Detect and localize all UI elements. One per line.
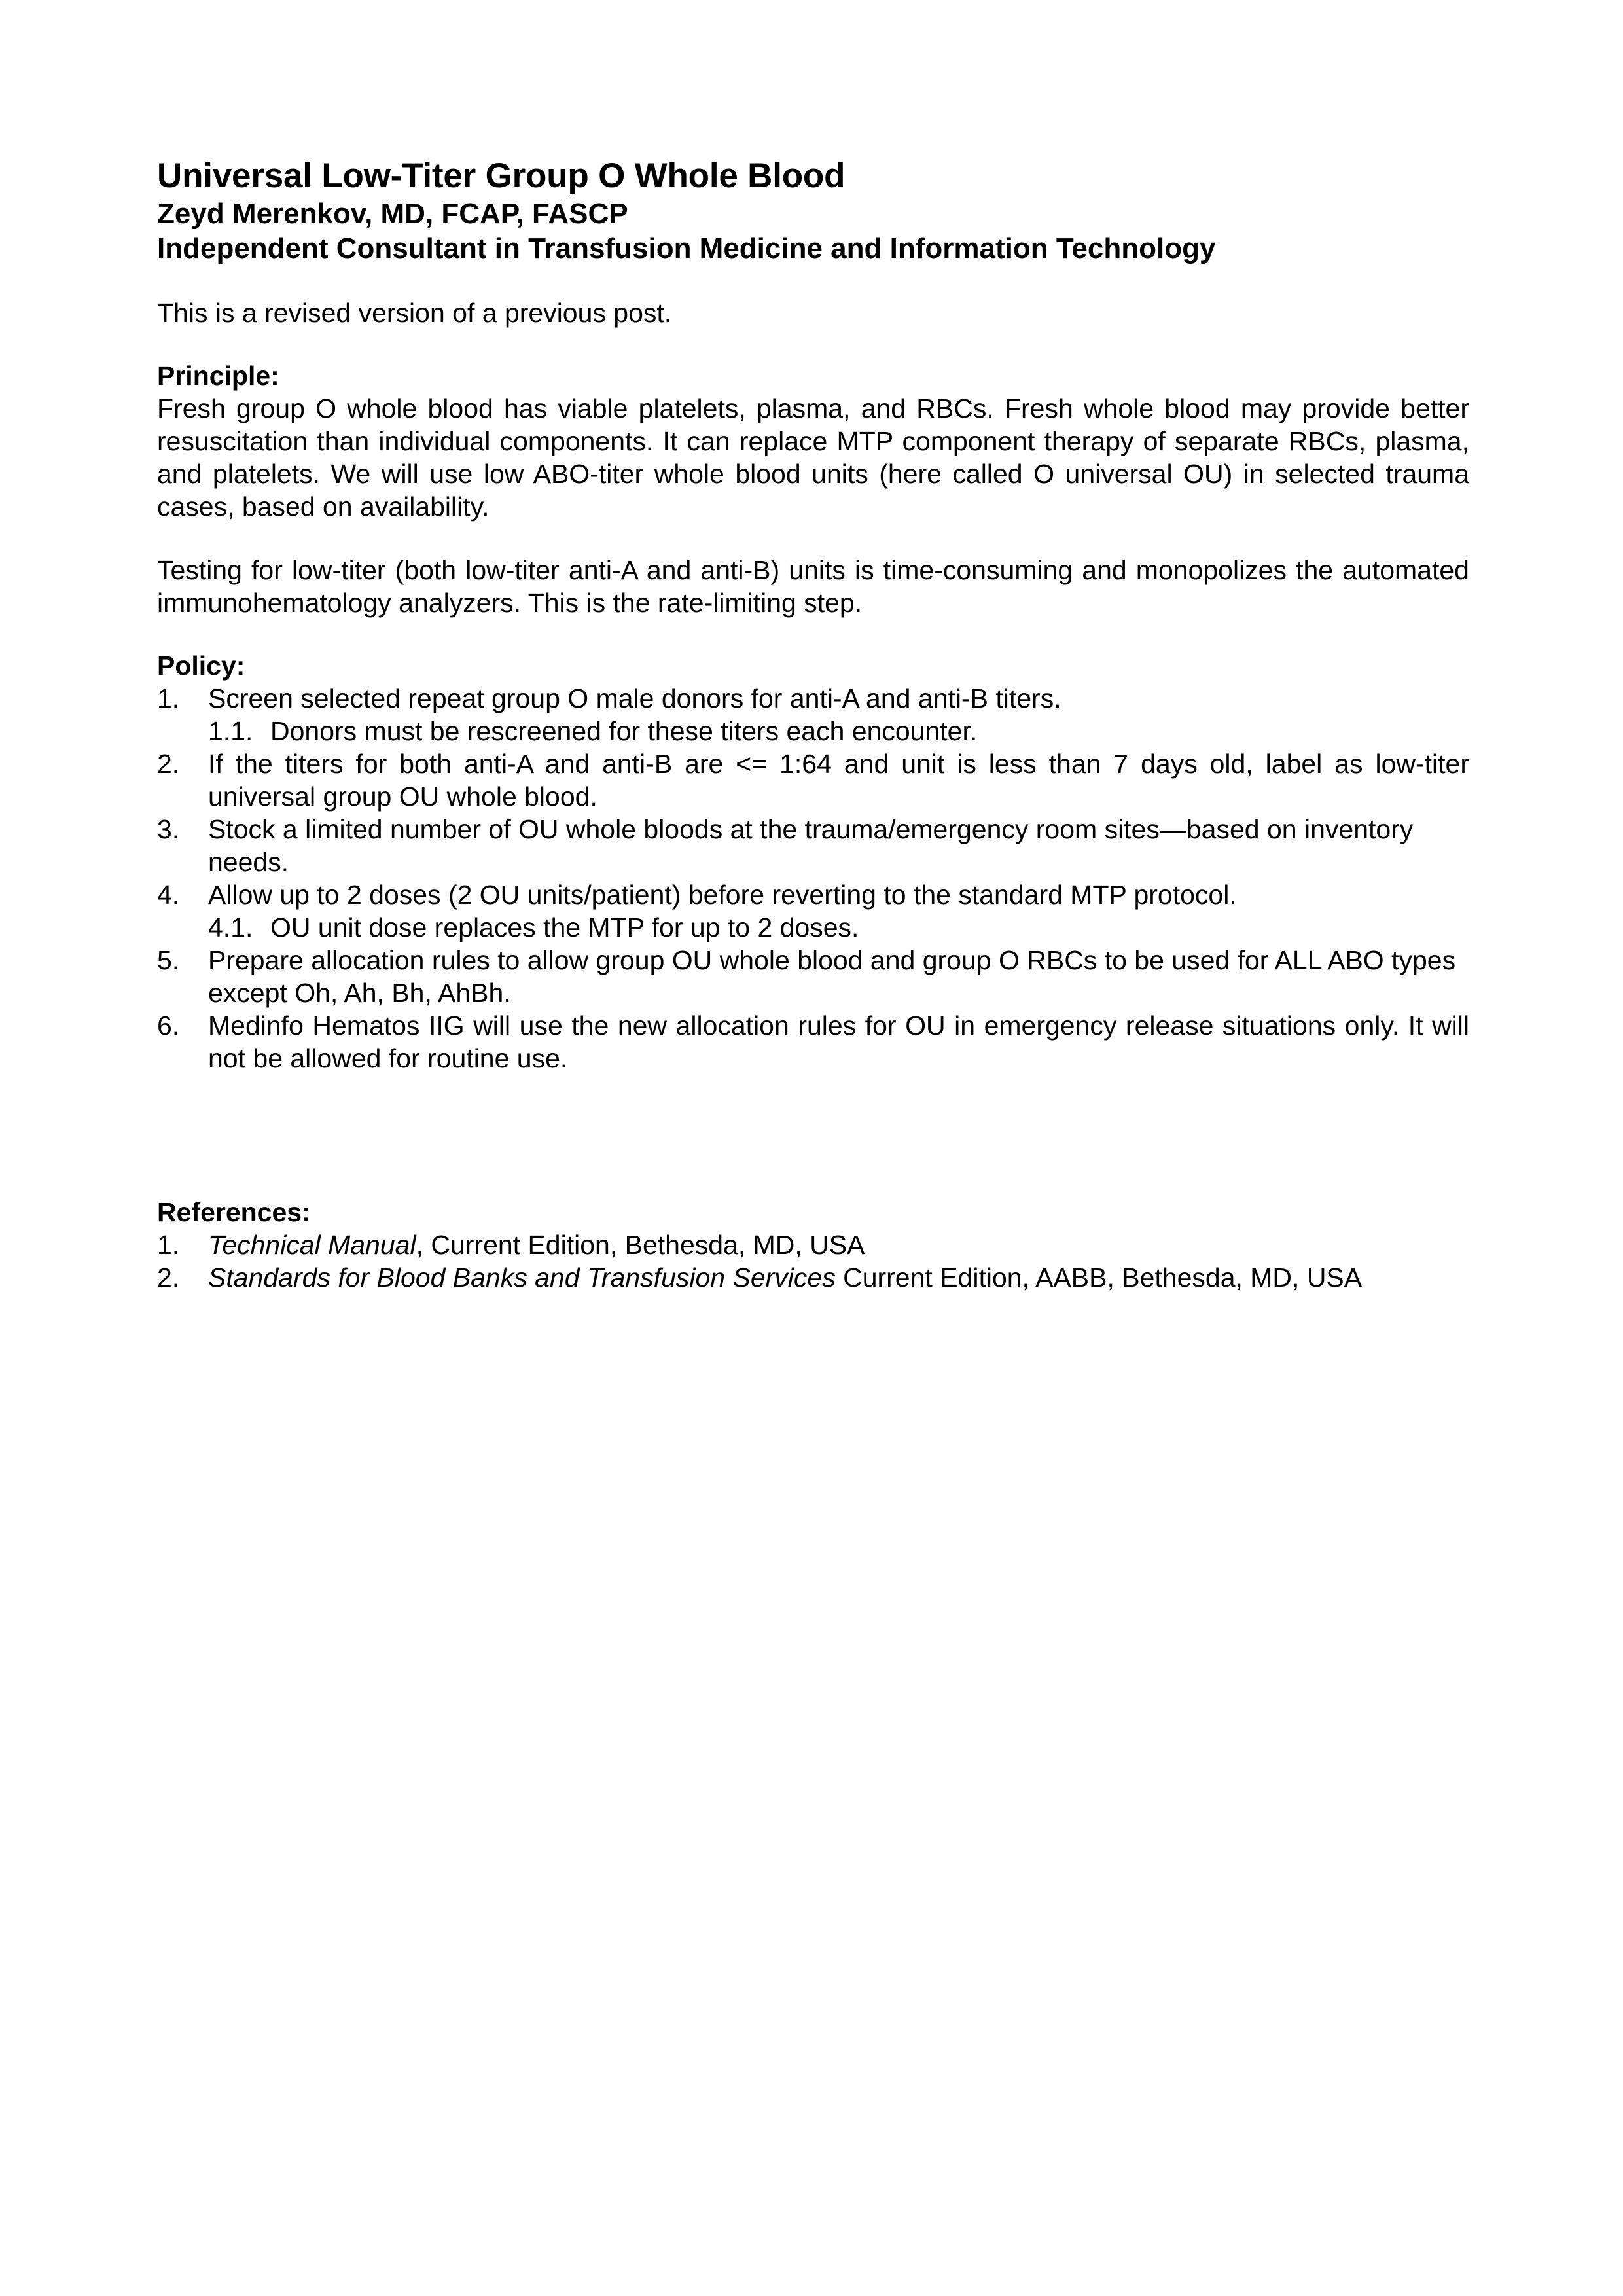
list-item <box>157 944 1469 1009</box>
list-marker: 6. <box>157 1011 180 1041</box>
list-item-text: Screen selected repeat group O male donors for anti-A and anti-B titers. <box>208 683 1061 713</box>
list-item-text: If the titers for both anti-A and anti-B are <= 1:64 and unit is less than 7 days old, label as low-titer universal group OU whole blood. <box>208 749 1469 812</box>
title-block <box>157 156 1469 266</box>
list-item-text: Prepare allocation rules to allow group OU whole blood and group O RBCs to be used for ALL ABO types except Oh, Ah, Bh, AhBh. <box>208 945 1456 1008</box>
references-heading: References: <box>157 1197 311 1227</box>
list-marker: 3. <box>157 814 180 844</box>
list-item <box>157 1009 1469 1075</box>
list-item <box>157 682 1469 747</box>
references-spacer <box>157 1075 1469 1196</box>
list-item <box>157 878 1469 944</box>
principle-paragraph-2: Testing for low-titer (both low-titer anti-A and anti-B) units is time-consuming and monopolizes the automated immunohematology analyzers. This is the rate-limiting step. <box>157 555 1469 618</box>
reference-title: Standards for Blood Banks and Transfusion Services <box>208 1263 836 1293</box>
reference-detail: , Current Edition, Bethesda, MD, USA <box>416 1230 865 1260</box>
reference-detail: Current Edition, AABB, Bethesda, MD, USA <box>835 1263 1363 1293</box>
list-marker: 5. <box>157 945 180 975</box>
sub-list-item-text: Donors must be rescreened for these titers each encounter. <box>270 716 978 746</box>
reference-title: Technical Manual <box>208 1230 416 1260</box>
list-marker: 4. <box>157 880 180 910</box>
policy-sublist <box>208 715 1469 747</box>
list-item-text: Stock a limited number of OU whole bloods at the trauma/emergency room sites—based on inventory needs. <box>208 814 1414 877</box>
policy-sublist <box>208 911 1469 944</box>
sub-list-item-text: OU unit dose replaces the MTP for up to 2 doses. <box>270 912 859 942</box>
list-item <box>157 747 1469 813</box>
principle-paragraph-1: Fresh group O whole blood has viable platelets, plasma, and RBCs. Fresh whole blood may provide better resuscitation than individual components. It can replace MTP component therapy of separate RBCs, plasma, and platelets. We will use low ABO-titer whole blood units (here called O universal OU) in selected trauma cases, based on availability. <box>157 393 1469 522</box>
page-title: Universal Low-Titer Group O Whole Blood <box>157 156 846 195</box>
sub-list-marker: 4.1. <box>208 912 253 942</box>
reference-item <box>157 1261 1469 1294</box>
list-item-text: Medinfo Hematos IIG will use the new allocation rules for OU in emergency release situations only. It will not be allowed for routine use. <box>208 1011 1469 1073</box>
reference-marker: 2. <box>157 1263 180 1293</box>
references-list <box>157 1229 1469 1294</box>
list-marker: 2. <box>157 749 180 779</box>
principle-heading: Principle: <box>157 361 279 391</box>
reference-item <box>157 1229 1469 1261</box>
policy-list <box>157 682 1469 1075</box>
reference-marker: 1. <box>157 1230 180 1260</box>
list-item <box>157 813 1469 878</box>
list-item-text: Allow up to 2 doses (2 OU units/patient) before reverting to the standard MTP protocol. <box>208 880 1237 910</box>
affiliation-line: Independent Consultant in Transfusion Medicine and Information Technology <box>157 232 1216 264</box>
sub-list-marker: 1.1. <box>208 716 253 746</box>
author-line: Zeyd Merenkov, MD, FCAP, FASCP <box>157 198 628 230</box>
sub-list-item <box>208 911 1469 944</box>
document-body <box>157 156 1469 1294</box>
policy-heading: Policy: <box>157 651 245 681</box>
sub-list-item <box>208 715 1469 747</box>
intro-note: This is a revised version of a previous post. <box>157 298 672 328</box>
list-marker: 1. <box>157 683 180 713</box>
